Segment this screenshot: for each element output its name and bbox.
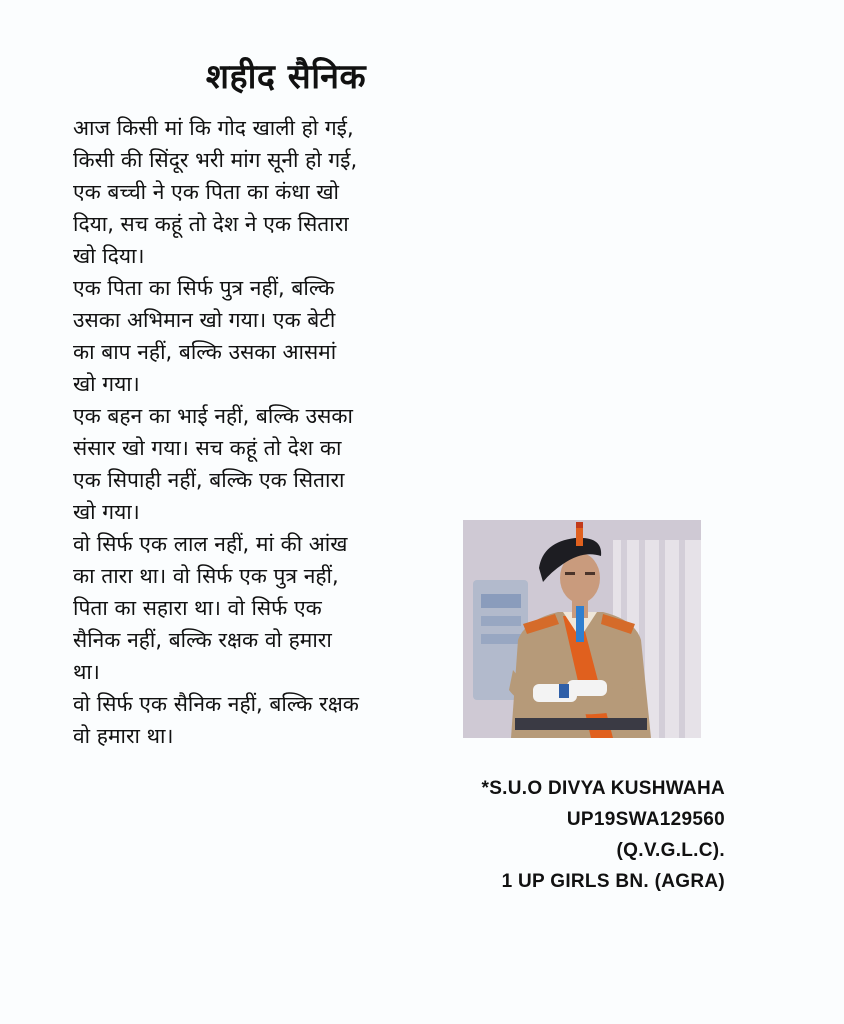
poem-line: आज किसी मां कि गोद खाली हो गई, xyxy=(73,116,354,140)
poem-line: एक बच्ची ने एक पिता का कंधा खो xyxy=(73,180,339,204)
poem-line: संसार खो गया। सच कहूं तो देश का xyxy=(73,436,342,460)
poem-line: एक पिता का सिर्फ पुत्र नहीं, बल्कि xyxy=(73,276,335,300)
poem-line: पिता का सहारा था। वो सिर्फ एक xyxy=(73,596,322,620)
regimental-number: UP19SWA129560 xyxy=(566,809,725,830)
poem-line: एक बहन का भाई नहीं, बल्कि उसका xyxy=(73,404,353,428)
school-name: (Q.V.G.L.C). xyxy=(616,840,725,861)
poem-line: वो सिर्फ एक सैनिक नहीं, बल्कि रक्षक xyxy=(73,692,359,716)
poem-body xyxy=(73,112,453,752)
author-name: *S.U.O DIVYA KUSHWAHA xyxy=(481,778,725,799)
poem-title: शहीद सैनिक xyxy=(205,57,367,97)
poem-line: सैनिक नहीं, बल्कि रक्षक वो हमारा xyxy=(73,628,332,652)
poem-line: खो गया। xyxy=(73,372,140,396)
poem-line: था। xyxy=(73,660,100,684)
poem-line: का बाप नहीं, बल्कि उसका आसमां xyxy=(73,340,337,364)
poem-line: खो दिया। xyxy=(73,244,145,268)
cadet-portrait-photo xyxy=(463,520,701,738)
poem-line: का तारा था। वो सिर्फ एक पुत्र नहीं, xyxy=(73,564,339,588)
cadet-portrait-illustration xyxy=(463,520,701,738)
author-credit xyxy=(482,773,725,897)
poem-line: किसी की सिंदूर भरी मांग सूनी हो गई, xyxy=(73,148,358,172)
poem-line: वो सिर्फ एक लाल नहीं, मां की आंख xyxy=(73,532,348,556)
unit-name: 1 UP GIRLS BN. (AGRA) xyxy=(501,871,725,892)
poem-line: दिया, सच कहूं तो देश ने एक सितारा xyxy=(73,212,349,236)
poem-line: एक सिपाही नहीं, बल्कि एक सितारा xyxy=(73,468,345,492)
poem-line: वो हमारा था। xyxy=(73,724,174,748)
poem-line: खो गया। xyxy=(73,500,140,524)
poem-line: उसका अभिमान खो गया। एक बेटी xyxy=(73,308,336,332)
